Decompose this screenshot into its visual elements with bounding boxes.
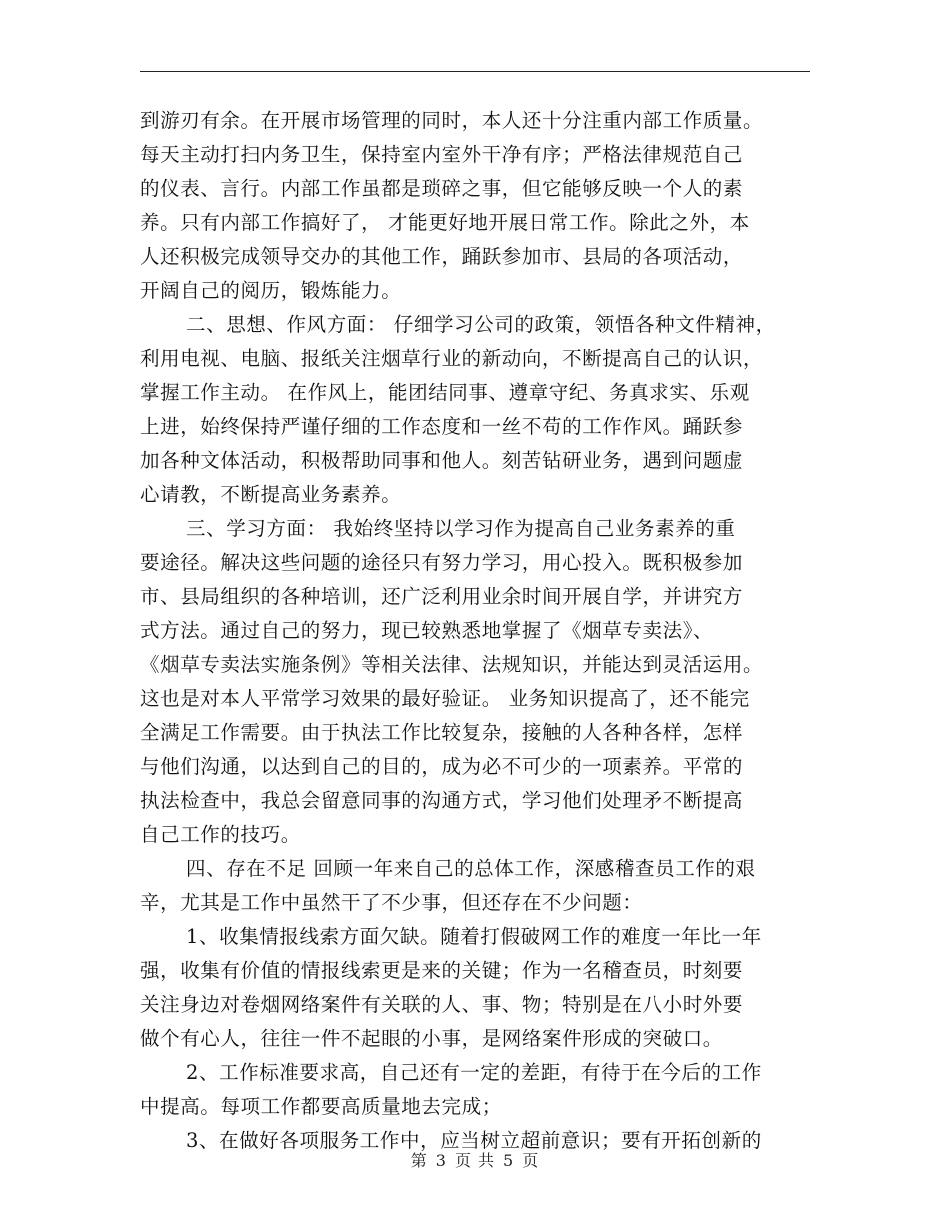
section-heading-line: 三、学习方面： 我始终坚持以学习作为提高自己业务素养的重 xyxy=(186,517,736,540)
text-line: 开阔自己的阅历，锻炼能力。 xyxy=(140,279,402,302)
text-line: 人还积极完成领导交办的其他工作，踊跃参加市、县局的各项活动， xyxy=(140,245,744,268)
text-line: 全满足工作需要。由于执法工作比较复杂，接触的人各种各样，怎样 xyxy=(140,721,744,744)
text-line: 掌握工作主动。 在作风上，能团结同事、遵章守纪、务真求实、乐观 xyxy=(140,381,750,404)
text-line: 《烟草专卖法实施条例》等相关法律、法规知识，并能达到灵活运用。 xyxy=(140,653,764,676)
text-line: 关注身边对卷烟网络案件有关联的人、事、物；特别是在八小时外要 xyxy=(140,993,744,1016)
document-body xyxy=(140,104,830,1158)
text-line: 与他们沟通，以达到自己的目的，成为必不可少的一项素养。平常的 xyxy=(140,755,744,778)
text-line: 做个有心人，往往一件不起眼的小事，是网络案件形成的突破口。 xyxy=(140,1027,723,1050)
text-line: 要途径。解决这些问题的途径只有努力学习，用心投入。既积极参加 xyxy=(140,551,744,574)
section-heading-line: 四、存在不足 回顾一年来自己的总体工作，深感稽查员工作的艰 xyxy=(186,857,756,880)
text-line: 执法检查中，我总会留意同事的沟通方式，学习他们处理矛不断提高 xyxy=(140,789,744,812)
footer-prefix: 第 xyxy=(410,1151,428,1170)
page-footer xyxy=(0,1148,950,1171)
text-line: 市、县局组织的各种培训，还广泛利用业余时间开展自学，并讲究方 xyxy=(140,585,744,608)
text-line: 中提高。每项工作都要高质量地去完成； xyxy=(140,1095,502,1118)
text-line: 上进，始终保持严谨仔细的工作态度和一丝不苟的工作作风。踊跃参 xyxy=(140,415,744,438)
text-line: 的仪表、言行。内部工作虽都是琐碎之事，但它能够反映一个人的素 xyxy=(140,177,744,200)
header-rule xyxy=(140,71,810,72)
text-line: 式方法。通过自己的努力，现已较熟悉地掌握了《烟草专卖法》、 xyxy=(140,619,714,642)
text-line: 到游刃有余。在开展市场管理的同时，本人还十分注重内部工作质量。 xyxy=(140,109,764,132)
section-heading-line: 二、思想、作风方面： 仔细学习公司的政策，领悟各种文件精神， xyxy=(186,313,776,336)
list-item-line: 2、工作标准要求高，自己还有一定的差距，有待于在今后的工作 xyxy=(186,1061,762,1084)
text-line: 养。只有内部工作搞好了， 才能更好地开展日常工作。除此之外，本 xyxy=(140,211,750,234)
text-line: 强，收集有价值的情报线索更是来的关键；作为一名稽查员，时刻要 xyxy=(140,959,744,982)
list-item-line: 3、在做好各项服务工作中，应当树立超前意识；要有开拓创新的 xyxy=(186,1129,762,1152)
text-line: 辛，尤其是工作中虽然干了不少事，但还存在不少问题： xyxy=(140,891,643,914)
text-line: 加各种文体活动，积极帮助同事和他人。刻苦钻研业务，遇到问题虚 xyxy=(140,449,744,472)
current-page-number: 3 xyxy=(435,1151,447,1170)
footer-suffix: 页 xyxy=(522,1151,540,1170)
text-line: 利用电视、电脑、报纸关注烟草行业的新动向，不断提高自己的认识， xyxy=(140,347,764,370)
text-line: 自己工作的技巧。 xyxy=(140,823,301,846)
text-line: 心请教，不断提高业务素养。 xyxy=(140,483,402,506)
footer-middle: 页 共 xyxy=(454,1151,496,1170)
list-item-line: 1、收集情报线索方面欠缺。随着打假破网工作的难度一年比一年 xyxy=(186,925,762,948)
text-line: 这也是对本人平常学习效果的最好验证。 业务知识提高了，还不能完 xyxy=(140,687,750,710)
text-line: 每天主动打扫内务卫生，保持室内室外干净有序；严格法律规范自己 xyxy=(140,143,744,166)
total-page-count: 5 xyxy=(503,1151,515,1170)
